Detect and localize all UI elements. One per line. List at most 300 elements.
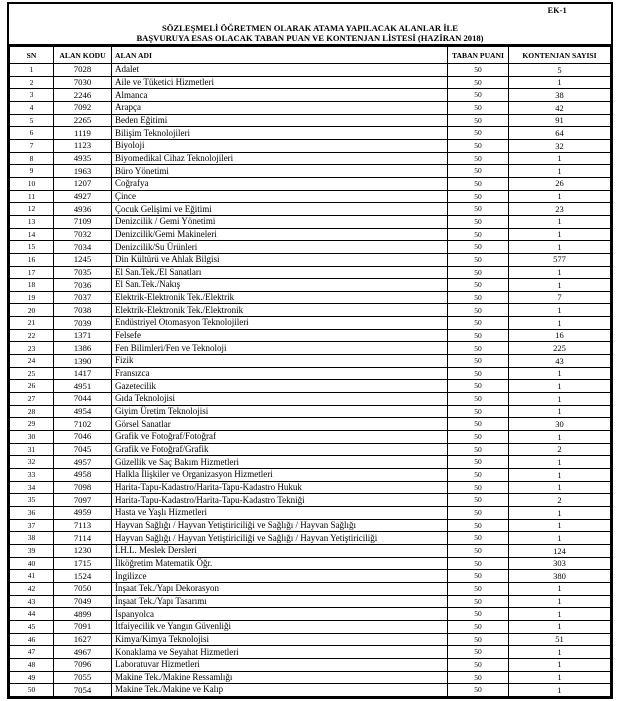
cell-sn: 28 bbox=[10, 405, 54, 418]
cell-alan-adi: Harita-Tapu-Kadastro/Harita-Tapu-Kadastro Tekniği bbox=[112, 494, 448, 507]
cell-sn: 36 bbox=[10, 506, 54, 519]
cell-alan-kodu: 7055 bbox=[54, 671, 112, 684]
cell-taban-puani: 50 bbox=[448, 595, 509, 608]
cell-alan-adi: Fen Bilimleri/Fen ve Teknoloji bbox=[112, 342, 448, 355]
table-row bbox=[10, 646, 611, 659]
cell-sn: 40 bbox=[10, 557, 54, 570]
cell-alan-adi: Bilişim Teknolojileri bbox=[112, 127, 448, 140]
cell-taban-puani: 50 bbox=[448, 519, 509, 532]
cell-taban-puani: 50 bbox=[448, 443, 509, 456]
cell-sn: 37 bbox=[10, 519, 54, 532]
cell-kontenjan-sayisi: 1 bbox=[509, 532, 611, 545]
table-row bbox=[10, 203, 611, 216]
cell-alan-kodu: 7044 bbox=[54, 393, 112, 406]
cell-kontenjan-sayisi: 1 bbox=[509, 671, 611, 684]
cell-alan-adi: Hayvan Sağlığı / Hayvan Yetiştiriciliği ve Sağlığı / Hayvan Sağlığı bbox=[112, 519, 448, 532]
table-row bbox=[10, 114, 611, 127]
cell-alan-adi: Gıda Teknolojisi bbox=[112, 393, 448, 406]
cell-kontenjan-sayisi: 1 bbox=[509, 228, 611, 241]
col-header-alan-adi: ALAN ADI bbox=[112, 47, 448, 64]
cell-sn: 14 bbox=[10, 228, 54, 241]
cell-alan-adi: İlköğretim Matematik Öğr. bbox=[112, 557, 448, 570]
cell-kontenjan-sayisi: 42 bbox=[509, 101, 611, 114]
cell-kontenjan-sayisi: 2 bbox=[509, 443, 611, 456]
cell-alan-kodu: 4899 bbox=[54, 608, 112, 621]
cell-alan-kodu: 7039 bbox=[54, 317, 112, 330]
cell-alan-kodu: 1963 bbox=[54, 165, 112, 178]
cell-taban-puani: 50 bbox=[448, 469, 509, 482]
cell-alan-adi: Biyomedikal Cihaz Teknolojileri bbox=[112, 152, 448, 165]
table-row bbox=[10, 671, 611, 684]
cell-sn: 9 bbox=[10, 165, 54, 178]
cell-alan-kodu: 7102 bbox=[54, 418, 112, 431]
cell-taban-puani: 50 bbox=[448, 405, 509, 418]
table-row bbox=[10, 481, 611, 494]
cell-sn: 44 bbox=[10, 608, 54, 621]
cell-kontenjan-sayisi: 1 bbox=[509, 431, 611, 444]
cell-taban-puani: 50 bbox=[448, 481, 509, 494]
cell-sn: 2 bbox=[10, 76, 54, 89]
cell-taban-puani: 50 bbox=[448, 241, 509, 254]
cell-alan-kodu: 1715 bbox=[54, 557, 112, 570]
cell-kontenjan-sayisi: 1 bbox=[509, 519, 611, 532]
cell-taban-puani: 50 bbox=[448, 165, 509, 178]
cell-alan-adi: Grafik ve Fotoğraf/Grafik bbox=[112, 443, 448, 456]
col-header-kontenjan-sayisi: KONTENJAN SAYISI bbox=[509, 47, 611, 64]
cell-sn: 47 bbox=[10, 646, 54, 659]
table-row bbox=[10, 684, 611, 697]
cell-alan-kodu: 4935 bbox=[54, 152, 112, 165]
cell-sn: 30 bbox=[10, 431, 54, 444]
cell-taban-puani: 50 bbox=[448, 532, 509, 545]
cell-kontenjan-sayisi: 1 bbox=[509, 456, 611, 469]
cell-alan-kodu: 7032 bbox=[54, 228, 112, 241]
table-row bbox=[10, 291, 611, 304]
table-row bbox=[10, 228, 611, 241]
cell-taban-puani: 50 bbox=[448, 582, 509, 595]
cell-kontenjan-sayisi: 1 bbox=[509, 658, 611, 671]
cell-alan-kodu: 7037 bbox=[54, 291, 112, 304]
cell-kontenjan-sayisi: 1 bbox=[509, 380, 611, 393]
cell-taban-puani: 50 bbox=[448, 633, 509, 646]
cell-kontenjan-sayisi: 1 bbox=[509, 152, 611, 165]
cell-taban-puani: 50 bbox=[448, 64, 509, 77]
cell-sn: 45 bbox=[10, 620, 54, 633]
cell-alan-adi: Makine Tek./Makine Ressamlığı bbox=[112, 671, 448, 684]
cell-alan-kodu: 1119 bbox=[54, 127, 112, 140]
table-row bbox=[10, 64, 611, 77]
cell-taban-puani: 50 bbox=[448, 393, 509, 406]
cell-sn: 48 bbox=[10, 658, 54, 671]
cell-taban-puani: 50 bbox=[448, 342, 509, 355]
cell-kontenjan-sayisi: 1 bbox=[509, 241, 611, 254]
cell-kontenjan-sayisi: 1 bbox=[509, 317, 611, 330]
cell-alan-kodu: 1245 bbox=[54, 253, 112, 266]
cell-kontenjan-sayisi: 1 bbox=[509, 684, 611, 697]
cell-kontenjan-sayisi: 124 bbox=[509, 544, 611, 557]
table-row bbox=[10, 190, 611, 203]
cell-alan-adi: Almanca bbox=[112, 89, 448, 102]
cell-kontenjan-sayisi: 1 bbox=[509, 76, 611, 89]
cell-kontenjan-sayisi: 1 bbox=[509, 595, 611, 608]
table-row bbox=[10, 165, 611, 178]
cell-alan-kodu: 4959 bbox=[54, 506, 112, 519]
cell-sn: 29 bbox=[10, 418, 54, 431]
cell-alan-kodu: 7030 bbox=[54, 76, 112, 89]
cell-kontenjan-sayisi: 380 bbox=[509, 570, 611, 583]
cell-sn: 34 bbox=[10, 481, 54, 494]
cell-alan-adi: Çocuk Gelişimi ve Eğitimi bbox=[112, 203, 448, 216]
cell-taban-puani: 50 bbox=[448, 684, 509, 697]
table-row bbox=[10, 393, 611, 406]
cell-kontenjan-sayisi: 1 bbox=[509, 266, 611, 279]
cell-kontenjan-sayisi: 1 bbox=[509, 215, 611, 228]
cell-alan-adi: Giyim Üretim Teknolojisi bbox=[112, 405, 448, 418]
cell-kontenjan-sayisi: 91 bbox=[509, 114, 611, 127]
cell-sn: 6 bbox=[10, 127, 54, 140]
table-row bbox=[10, 595, 611, 608]
cell-alan-kodu: 1524 bbox=[54, 570, 112, 583]
cell-kontenjan-sayisi: 1 bbox=[509, 469, 611, 482]
table-row bbox=[10, 317, 611, 330]
cell-sn: 38 bbox=[10, 532, 54, 545]
cell-alan-adi: İnşaat Tek./Yapı Dekorasyon bbox=[112, 582, 448, 595]
cell-sn: 25 bbox=[10, 367, 54, 380]
cell-alan-adi: İspanyolca bbox=[112, 608, 448, 621]
cell-taban-puani: 50 bbox=[448, 203, 509, 216]
cell-alan-kodu: 7050 bbox=[54, 582, 112, 595]
cell-alan-kodu: 7096 bbox=[54, 658, 112, 671]
annex-label: EK-1 bbox=[547, 6, 567, 15]
cell-kontenjan-sayisi: 1 bbox=[509, 393, 611, 406]
cell-taban-puani: 50 bbox=[448, 431, 509, 444]
cell-kontenjan-sayisi: 43 bbox=[509, 355, 611, 368]
cell-kontenjan-sayisi: 26 bbox=[509, 177, 611, 190]
cell-alan-adi: Adalet bbox=[112, 64, 448, 77]
table-row bbox=[10, 506, 611, 519]
cell-alan-adi: Denizcilik/Gemi Makineleri bbox=[112, 228, 448, 241]
title-line-1: SÖZLEŞMELİ ÖĞRETMEN OLARAK ATAMA YAPILACAK ALANLAR İLE bbox=[161, 23, 459, 33]
cell-alan-adi: Gazetecilik bbox=[112, 380, 448, 393]
cell-taban-puani: 50 bbox=[448, 418, 509, 431]
cell-kontenjan-sayisi: 1 bbox=[509, 367, 611, 380]
cell-alan-adi: Beden Eğitimi bbox=[112, 114, 448, 127]
cell-kontenjan-sayisi: 1 bbox=[509, 620, 611, 633]
cell-kontenjan-sayisi: 1 bbox=[509, 506, 611, 519]
cell-sn: 24 bbox=[10, 355, 54, 368]
table-row bbox=[10, 469, 611, 482]
table-row bbox=[10, 127, 611, 140]
cell-alan-kodu: 7092 bbox=[54, 101, 112, 114]
cell-taban-puani: 50 bbox=[448, 671, 509, 684]
table-row bbox=[10, 431, 611, 444]
allocation-table bbox=[9, 46, 611, 697]
cell-sn: 27 bbox=[10, 393, 54, 406]
cell-sn: 46 bbox=[10, 633, 54, 646]
cell-alan-kodu: 4967 bbox=[54, 646, 112, 659]
cell-sn: 10 bbox=[10, 177, 54, 190]
cell-alan-kodu: 1207 bbox=[54, 177, 112, 190]
cell-kontenjan-sayisi: 51 bbox=[509, 633, 611, 646]
cell-alan-adi: Denizcilik / Gemi Yönetimi bbox=[112, 215, 448, 228]
cell-kontenjan-sayisi: 38 bbox=[509, 89, 611, 102]
cell-alan-adi: Din Kültürü ve Ahlak Bilgisi bbox=[112, 253, 448, 266]
table-row bbox=[10, 367, 611, 380]
cell-sn: 20 bbox=[10, 304, 54, 317]
cell-alan-kodu: 7028 bbox=[54, 64, 112, 77]
cell-alan-kodu: 1417 bbox=[54, 367, 112, 380]
cell-sn: 7 bbox=[10, 139, 54, 152]
cell-sn: 22 bbox=[10, 329, 54, 342]
cell-taban-puani: 50 bbox=[448, 355, 509, 368]
table-row bbox=[10, 494, 611, 507]
cell-kontenjan-sayisi: 1 bbox=[509, 304, 611, 317]
document-title bbox=[9, 23, 611, 43]
table-row bbox=[10, 418, 611, 431]
cell-taban-puani: 50 bbox=[448, 228, 509, 241]
cell-alan-kodu: 7113 bbox=[54, 519, 112, 532]
cell-sn: 32 bbox=[10, 456, 54, 469]
cell-sn: 31 bbox=[10, 443, 54, 456]
cell-alan-kodu: 7109 bbox=[54, 215, 112, 228]
table-row bbox=[10, 658, 611, 671]
cell-alan-kodu: 1627 bbox=[54, 633, 112, 646]
cell-kontenjan-sayisi: 16 bbox=[509, 329, 611, 342]
cell-taban-puani: 50 bbox=[448, 127, 509, 140]
cell-taban-puani: 50 bbox=[448, 89, 509, 102]
cell-alan-adi: İngilizce bbox=[112, 570, 448, 583]
cell-kontenjan-sayisi: 1 bbox=[509, 582, 611, 595]
cell-alan-adi: Grafik ve Fotoğraf/Fotoğraf bbox=[112, 431, 448, 444]
cell-alan-kodu: 7034 bbox=[54, 241, 112, 254]
cell-taban-puani: 50 bbox=[448, 253, 509, 266]
col-header-alan-kodu: ALAN KODU bbox=[54, 47, 112, 64]
table-body bbox=[10, 64, 611, 697]
cell-taban-puani: 50 bbox=[448, 646, 509, 659]
cell-kontenjan-sayisi: 303 bbox=[509, 557, 611, 570]
cell-alan-adi: Felsefe bbox=[112, 329, 448, 342]
cell-alan-adi: Elektrik-Elektronik Tek./Elektronik bbox=[112, 304, 448, 317]
cell-sn: 15 bbox=[10, 241, 54, 254]
cell-taban-puani: 50 bbox=[448, 101, 509, 114]
table-row bbox=[10, 89, 611, 102]
cell-kontenjan-sayisi: 225 bbox=[509, 342, 611, 355]
table-row bbox=[10, 266, 611, 279]
cell-taban-puani: 50 bbox=[448, 620, 509, 633]
cell-kontenjan-sayisi: 577 bbox=[509, 253, 611, 266]
cell-kontenjan-sayisi: 7 bbox=[509, 291, 611, 304]
cell-alan-kodu: 7054 bbox=[54, 684, 112, 697]
cell-alan-adi: Makine Tek./Makine ve Kalıp bbox=[112, 684, 448, 697]
table-row bbox=[10, 177, 611, 190]
table-row bbox=[10, 342, 611, 355]
cell-alan-adi: Biyoloji bbox=[112, 139, 448, 152]
cell-taban-puani: 50 bbox=[448, 544, 509, 557]
cell-sn: 21 bbox=[10, 317, 54, 330]
cell-alan-adi: Fizik bbox=[112, 355, 448, 368]
cell-alan-adi: İ.H.L. Meslek Dersleri bbox=[112, 544, 448, 557]
cell-alan-adi: Kimya/Kimya Teknolojisi bbox=[112, 633, 448, 646]
table-row bbox=[10, 443, 611, 456]
table-row bbox=[10, 139, 611, 152]
cell-taban-puani: 50 bbox=[448, 557, 509, 570]
table-row bbox=[10, 241, 611, 254]
cell-alan-kodu: 7045 bbox=[54, 443, 112, 456]
table-row bbox=[10, 253, 611, 266]
cell-alan-kodu: 1371 bbox=[54, 329, 112, 342]
cell-sn: 4 bbox=[10, 101, 54, 114]
cell-alan-kodu: 1230 bbox=[54, 544, 112, 557]
cell-kontenjan-sayisi: 1 bbox=[509, 608, 611, 621]
cell-sn: 43 bbox=[10, 595, 54, 608]
cell-sn: 42 bbox=[10, 582, 54, 595]
cell-alan-kodu: 7046 bbox=[54, 431, 112, 444]
cell-alan-adi: Elektrik-Elektronik Tek./Elektrik bbox=[112, 291, 448, 304]
cell-sn: 3 bbox=[10, 89, 54, 102]
table-row bbox=[10, 633, 611, 646]
cell-alan-kodu: 7098 bbox=[54, 481, 112, 494]
cell-alan-adi: Hasta ve Yaşlı Hizmetleri bbox=[112, 506, 448, 519]
cell-taban-puani: 50 bbox=[448, 506, 509, 519]
cell-sn: 33 bbox=[10, 469, 54, 482]
cell-kontenjan-sayisi: 1 bbox=[509, 190, 611, 203]
cell-taban-puani: 50 bbox=[448, 380, 509, 393]
cell-alan-adi: Çince bbox=[112, 190, 448, 203]
cell-alan-adi: Fransızca bbox=[112, 367, 448, 380]
cell-alan-adi: Halkla İlişkiler ve Organizasyon Hizmetleri bbox=[112, 469, 448, 482]
cell-alan-adi: Arapça bbox=[112, 101, 448, 114]
cell-alan-kodu: 4927 bbox=[54, 190, 112, 203]
cell-alan-kodu: 7049 bbox=[54, 595, 112, 608]
cell-taban-puani: 50 bbox=[448, 177, 509, 190]
title-block bbox=[9, 4, 611, 46]
table-row bbox=[10, 405, 611, 418]
cell-taban-puani: 50 bbox=[448, 608, 509, 621]
table-row bbox=[10, 329, 611, 342]
cell-kontenjan-sayisi: 2 bbox=[509, 494, 611, 507]
table-row bbox=[10, 355, 611, 368]
cell-sn: 8 bbox=[10, 152, 54, 165]
cell-alan-kodu: 4958 bbox=[54, 469, 112, 482]
cell-taban-puani: 50 bbox=[448, 190, 509, 203]
table-row bbox=[10, 456, 611, 469]
cell-alan-kodu: 7097 bbox=[54, 494, 112, 507]
cell-taban-puani: 50 bbox=[448, 152, 509, 165]
cell-alan-adi: Endüstriyel Otomasyon Teknolojileri bbox=[112, 317, 448, 330]
table-row bbox=[10, 76, 611, 89]
cell-sn: 23 bbox=[10, 342, 54, 355]
cell-alan-kodu: 1390 bbox=[54, 355, 112, 368]
table-row bbox=[10, 101, 611, 114]
table-row bbox=[10, 279, 611, 292]
cell-taban-puani: 50 bbox=[448, 304, 509, 317]
cell-alan-adi: Büro Yönetimi bbox=[112, 165, 448, 178]
cell-alan-kodu: 7038 bbox=[54, 304, 112, 317]
cell-sn: 17 bbox=[10, 266, 54, 279]
cell-kontenjan-sayisi: 1 bbox=[509, 405, 611, 418]
cell-taban-puani: 50 bbox=[448, 114, 509, 127]
table-row bbox=[10, 544, 611, 557]
cell-sn: 35 bbox=[10, 494, 54, 507]
cell-taban-puani: 50 bbox=[448, 139, 509, 152]
title-line-2: BAŞVURUYA ESAS OLACAK TABAN PUAN VE KONTENJAN LİSTESİ (HAZİRAN 2018) bbox=[136, 33, 484, 43]
cell-alan-kodu: 7035 bbox=[54, 266, 112, 279]
cell-alan-adi: Konaklama ve Seyahat Hizmetleri bbox=[112, 646, 448, 659]
cell-alan-adi: El San.Tek./El Sanatları bbox=[112, 266, 448, 279]
cell-sn: 5 bbox=[10, 114, 54, 127]
cell-taban-puani: 50 bbox=[448, 279, 509, 292]
table-row bbox=[10, 557, 611, 570]
table-row bbox=[10, 152, 611, 165]
cell-taban-puani: 50 bbox=[448, 494, 509, 507]
cell-sn: 13 bbox=[10, 215, 54, 228]
cell-taban-puani: 50 bbox=[448, 76, 509, 89]
cell-sn: 50 bbox=[10, 684, 54, 697]
cell-taban-puani: 50 bbox=[448, 266, 509, 279]
col-header-sn: SN bbox=[10, 47, 54, 64]
cell-taban-puani: 50 bbox=[448, 570, 509, 583]
cell-sn: 19 bbox=[10, 291, 54, 304]
table-row bbox=[10, 304, 611, 317]
cell-kontenjan-sayisi: 64 bbox=[509, 127, 611, 140]
table-row bbox=[10, 380, 611, 393]
cell-alan-kodu: 7036 bbox=[54, 279, 112, 292]
cell-alan-adi: İnşaat Tek./Yapı Tasarımı bbox=[112, 595, 448, 608]
cell-sn: 12 bbox=[10, 203, 54, 216]
cell-taban-puani: 50 bbox=[448, 317, 509, 330]
header-row bbox=[10, 47, 611, 64]
cell-sn: 1 bbox=[10, 64, 54, 77]
cell-sn: 16 bbox=[10, 253, 54, 266]
cell-kontenjan-sayisi: 1 bbox=[509, 165, 611, 178]
cell-kontenjan-sayisi: 30 bbox=[509, 418, 611, 431]
cell-alan-adi: İtfaiyecilik ve Yangın Güvenliği bbox=[112, 620, 448, 633]
cell-alan-kodu: 4936 bbox=[54, 203, 112, 216]
cell-alan-kodu: 7091 bbox=[54, 620, 112, 633]
cell-alan-adi: El San.Tek./Nakış bbox=[112, 279, 448, 292]
cell-sn: 39 bbox=[10, 544, 54, 557]
cell-alan-adi: Hayvan Sağlığı / Hayvan Yetiştiriciliği ve Sağlığı / Hayvan Yetiştiriciliği bbox=[112, 532, 448, 545]
cell-alan-kodu: 4954 bbox=[54, 405, 112, 418]
cell-taban-puani: 50 bbox=[448, 215, 509, 228]
cell-alan-kodu: 2246 bbox=[54, 89, 112, 102]
cell-sn: 11 bbox=[10, 190, 54, 203]
cell-kontenjan-sayisi: 23 bbox=[509, 203, 611, 216]
cell-alan-adi: Coğrafya bbox=[112, 177, 448, 190]
cell-alan-kodu: 4951 bbox=[54, 380, 112, 393]
table-row bbox=[10, 620, 611, 633]
cell-sn: 18 bbox=[10, 279, 54, 292]
cell-kontenjan-sayisi: 32 bbox=[509, 139, 611, 152]
table-row bbox=[10, 215, 611, 228]
cell-alan-adi: Harita-Tapu-Kadastro/Harita-Tapu-Kadastro Hukuk bbox=[112, 481, 448, 494]
cell-kontenjan-sayisi: 1 bbox=[509, 646, 611, 659]
cell-alan-kodu: 1386 bbox=[54, 342, 112, 355]
cell-alan-kodu: 1123 bbox=[54, 139, 112, 152]
document-sheet bbox=[7, 2, 613, 699]
cell-kontenjan-sayisi: 1 bbox=[509, 279, 611, 292]
cell-alan-kodu: 2265 bbox=[54, 114, 112, 127]
cell-alan-adi: Güzellik ve Saç Bakım Hizmetleri bbox=[112, 456, 448, 469]
cell-alan-adi: Denizcilik/Su Ürünleri bbox=[112, 241, 448, 254]
cell-alan-adi: Laboratuvar Hizmetleri bbox=[112, 658, 448, 671]
cell-sn: 49 bbox=[10, 671, 54, 684]
cell-taban-puani: 50 bbox=[448, 456, 509, 469]
table-row bbox=[10, 532, 611, 545]
cell-taban-puani: 50 bbox=[448, 658, 509, 671]
table-row bbox=[10, 519, 611, 532]
table-row bbox=[10, 570, 611, 583]
